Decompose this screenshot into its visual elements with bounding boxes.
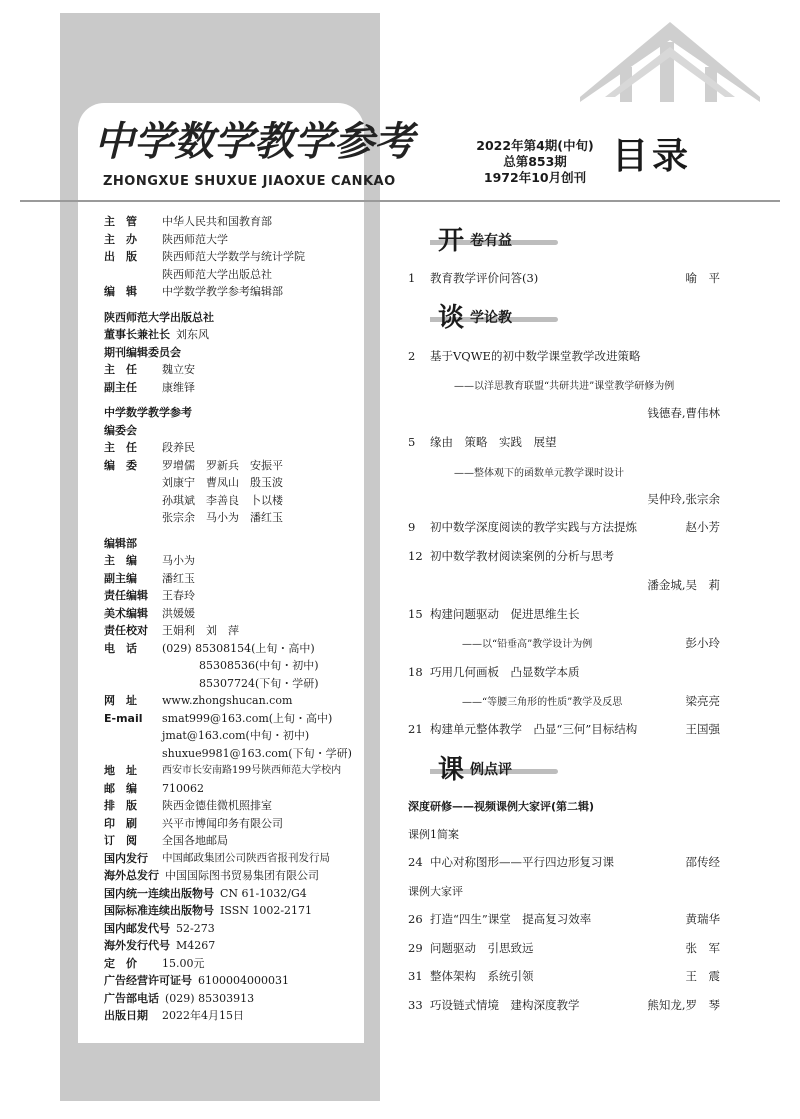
article-author: 熊知龙,罗 琴 (647, 998, 720, 1012)
masthead-value: ISSN 1002-2171 (220, 904, 313, 917)
page-number: 29 (408, 941, 423, 955)
masthead-value: 52-273 (176, 921, 215, 935)
toc-entry[interactable] (408, 721, 720, 737)
toc-entry[interactable] (408, 519, 720, 535)
masthead-row (104, 570, 374, 588)
masthead-label: 地 址 (104, 764, 137, 777)
masthead-label: 美术编辑 (104, 606, 148, 620)
masthead-label: 编 委 (104, 458, 137, 472)
article-title: 初中数学教材阅读案例的分析与思考 (430, 549, 614, 563)
board-member-line: 张宗余 马小为 潘红玉 (162, 511, 283, 524)
article-title: 缘由 策略 实践 展望 (430, 435, 557, 449)
masthead-value: 陕西师范大学数学与统计学院 (162, 250, 305, 263)
section-header-kaijuan (410, 228, 560, 256)
phone-number: 85307724(下旬・学研) (199, 676, 319, 690)
article-title: 初中数学深度阅读的教学实践与方法提炼 (430, 520, 637, 534)
founded-date: 1972年10月创刊 (483, 170, 587, 185)
email-link[interactable]: shuxue9981@163.com(下旬・学研) (162, 746, 352, 760)
masthead-row (104, 762, 374, 780)
masthead-row (104, 902, 374, 920)
case-label: 课例1简案 (408, 828, 459, 841)
article-author: 梁亮亮 (685, 694, 720, 708)
article-author: 钱德春,曹伟林 (647, 406, 720, 420)
masthead-label: 网 址 (104, 694, 137, 707)
masthead-label: 编 辑 (104, 285, 137, 298)
toc-entry[interactable] (408, 911, 720, 927)
toc-entry[interactable] (408, 968, 720, 984)
masthead-label: 广告部电话 (104, 991, 159, 1005)
total-issue: 总第853期 (503, 154, 567, 169)
masthead-label: 副主编 (104, 571, 137, 585)
section-small-text: 例点评 (470, 762, 512, 778)
masthead-row (104, 213, 374, 231)
masthead-label: 印 刷 (104, 816, 137, 830)
article-author: 赵小芳 (685, 520, 720, 534)
email-link[interactable]: jmat@163.com(中旬・初中) (162, 729, 310, 742)
masthead-row (104, 797, 374, 815)
masthead-label: 定 价 (104, 956, 137, 970)
masthead-row (104, 692, 374, 710)
masthead-label: E-mail (104, 711, 143, 725)
masthead-row (104, 231, 374, 249)
masthead-row (104, 1007, 374, 1025)
office-heading: 编辑部 (104, 536, 137, 550)
article-author: 彭小玲 (685, 636, 720, 650)
masthead-row (104, 780, 374, 798)
article-title: 巧设链式情境 建构深度教学 (430, 998, 580, 1012)
article-title: 构建问题驱动 促进思维生长 (430, 607, 580, 621)
masthead-label: 副主任 (104, 380, 137, 394)
board-member-line: 罗增儒 罗新兵 安振平 (162, 458, 283, 472)
article-author: 喻 平 (685, 271, 720, 285)
section-header-tanxue (410, 305, 560, 333)
article-subtitle: ——以洋思教育联盟“共研共进”课堂教学研修为例 (454, 381, 675, 392)
board-member-line: 刘康宁 曹凤山 殷玉波 (162, 476, 283, 489)
masthead-value: 魏立安 (162, 363, 195, 376)
toc-entry[interactable] (408, 348, 720, 364)
section-big-char: 谈 (438, 303, 465, 333)
masthead-value: 陕西金德佳微机照排室 (162, 799, 272, 812)
masthead-row (104, 885, 374, 903)
masthead-value: 2022年4月15日 (162, 1009, 244, 1022)
journal-logo-english: ZHONGXUE SHUXUE JIAOXUE CANKAO (103, 174, 396, 189)
masthead-label: 海外发行代号 (104, 939, 170, 952)
section-small-text: 卷有益 (470, 233, 512, 249)
masthead-row (104, 379, 374, 397)
page-number: 31 (408, 969, 423, 983)
masthead-row (104, 990, 374, 1008)
masthead-row (104, 867, 374, 885)
masthead-label: 国内统一连续出版物号 (104, 886, 214, 900)
article-title: 教育教学评价问答(3) (430, 271, 539, 285)
masthead-row (104, 850, 374, 868)
publisher-heading: 陕西师范大学出版总社 (104, 310, 214, 324)
article-title: 中心对称图形——平行四边形复习课 (430, 855, 614, 869)
masthead-label: 国内发行 (104, 851, 148, 865)
masthead-value: M4267 (176, 939, 216, 952)
masthead-row (104, 955, 374, 973)
masthead-row (104, 710, 374, 728)
page-number: 9 (408, 520, 416, 534)
masthead-row (104, 972, 374, 990)
page-number: 24 (408, 855, 423, 869)
masthead-value: 中国邮政集团公司陕西省报刊发行局 (162, 851, 330, 864)
masthead-row (104, 439, 374, 457)
board-member-line: 孙琪斌 李善良 卜以楼 (162, 493, 283, 507)
masthead-label: 国际标准连续出版物号 (104, 904, 214, 917)
board-subheading: 编委会 (104, 423, 137, 437)
section-big-char: 开 (438, 226, 465, 256)
masthead-row (104, 622, 374, 640)
masthead-label: 责任编辑 (104, 589, 148, 602)
article-title: 打造“四生”课堂 提高复习效率 (430, 912, 592, 926)
masthead-value: 兴平市博闻印务有限公司 (162, 816, 283, 830)
toc-entry[interactable] (408, 854, 720, 870)
issue-info (465, 138, 605, 186)
article-title: 巧用几何画板 凸显数学本质 (430, 665, 580, 679)
page-number: 1 (408, 271, 416, 285)
toc-entry[interactable] (408, 434, 720, 450)
masthead-label: 董事长兼社长 (104, 328, 170, 341)
masthead-row (104, 552, 374, 570)
masthead-label: 邮 编 (104, 781, 137, 795)
masthead-value: 陕西师范大学出版总社 (162, 267, 272, 281)
masthead-value: 刘东风 (176, 328, 209, 341)
masthead-value: CN 61-1032/G4 (220, 886, 307, 900)
masthead-value: 15.00元 (162, 956, 205, 970)
page-number: 33 (408, 998, 423, 1012)
page-number: 5 (408, 435, 416, 449)
masthead-label: 电 话 (104, 641, 137, 655)
masthead-row (104, 587, 374, 605)
article-subtitle: ——整体观下的函数单元教学课时设计 (454, 468, 624, 479)
phone-number: 85308536(中旬・初中) (199, 659, 319, 672)
article-title: 问题驱动 引思致远 (430, 941, 534, 955)
masthead-value: 710062 (162, 781, 204, 795)
article-author: 黄瑞华 (685, 912, 720, 926)
article-author: 吴仲玲,张宗余 (647, 492, 720, 506)
masthead-row (104, 832, 374, 850)
masthead-value: 马小为 (162, 554, 195, 567)
masthead (104, 213, 374, 1025)
article-title: 构建单元整体教学 凸显“三何”目标结构 (430, 722, 638, 736)
masthead-value: 全国各地邮局 (162, 834, 228, 847)
section-header-keli (410, 757, 560, 785)
email-link[interactable]: smat999@163.com(上旬・高中) (162, 711, 333, 725)
page-number: 12 (408, 549, 423, 563)
masthead-value: 6100004000031 (198, 974, 289, 987)
masthead-label: 出 版 (104, 250, 137, 263)
article-subtitle: ——“等腰三角形的性质”教学及反思 (462, 697, 623, 708)
toc-entry[interactable] (408, 664, 720, 680)
phone-number: (029) 85308154(上旬・高中) (162, 641, 315, 655)
masthead-row (104, 248, 374, 266)
toc-entry[interactable] (408, 548, 720, 564)
masthead-label: 责任校对 (104, 624, 148, 637)
masthead-value: 康维铎 (162, 380, 195, 394)
masthead-value: 王娟利 刘 萍 (162, 624, 239, 637)
page-number: 26 (408, 912, 423, 926)
toc-entry[interactable] (408, 940, 720, 956)
article-title: 基于VQWE的初中数学课堂教学改进策略 (430, 349, 641, 363)
masthead-row (104, 326, 374, 344)
masthead-row (104, 920, 374, 938)
page-number: 21 (408, 722, 423, 736)
masthead-label: 主 办 (104, 232, 137, 246)
page-number: 18 (408, 665, 423, 679)
masthead-value: 中学数学教学参考编辑部 (162, 285, 283, 298)
masthead-value: 中华人民共和国教育部 (162, 215, 272, 228)
website-link[interactable]: www.zhongshucan.com (162, 694, 293, 707)
article-title: 整体架构 系统引领 (430, 969, 534, 983)
masthead-label: 出版日期 (104, 1009, 148, 1022)
toc-title: 目录 (612, 136, 693, 177)
header-divider (20, 200, 780, 202)
issue-number: 2022年第4期(中旬) (476, 138, 594, 153)
page-number: 15 (408, 607, 423, 621)
article-author: 张 军 (685, 941, 720, 955)
board-heading: 中学数学教学参考 (104, 406, 192, 419)
masthead-row (104, 937, 374, 955)
masthead-label: 国内邮发代号 (104, 921, 170, 935)
masthead-row (104, 605, 374, 623)
masthead-value: 潘红玉 (162, 571, 195, 585)
masthead-value: 中国国际图书贸易集团有限公司 (165, 869, 319, 882)
article-author: 王 震 (685, 969, 720, 983)
masthead-row (104, 266, 374, 284)
masthead-row (104, 283, 374, 301)
toc-entry[interactable] (408, 606, 720, 622)
masthead-row (104, 457, 374, 475)
masthead-label: 主 编 (104, 554, 137, 567)
article-author: 王国强 (685, 722, 720, 736)
masthead-value: 王春玲 (162, 589, 195, 602)
masthead-row (104, 815, 374, 833)
masthead-row (104, 640, 374, 658)
toc-entry[interactable] (408, 270, 720, 286)
masthead-label: 主 管 (104, 215, 137, 228)
review-series-heading: 深度研修——视频课例大家评(第二辑) (408, 800, 595, 813)
article-subtitle: ——以“铅垂高”教学设计为例 (462, 639, 593, 650)
journal-logo-chinese: 中学数学教学参考 (94, 118, 414, 165)
section-small-text: 学论教 (470, 310, 512, 326)
committee-heading: 期刊编辑委员会 (104, 345, 181, 359)
page-number: 2 (408, 349, 416, 363)
section-big-char: 课 (438, 755, 465, 785)
masthead-label: 主 任 (104, 363, 137, 376)
masthead-label: 订 阅 (104, 834, 137, 847)
masthead-value: 陕西师范大学 (162, 232, 228, 246)
case-review-label: 课例大家评 (408, 885, 463, 898)
article-author: 潘金城,吴 莉 (647, 578, 720, 592)
masthead-label: 广告经营许可证号 (104, 974, 192, 987)
masthead-row (104, 361, 374, 379)
article-author: 邵传经 (685, 855, 720, 869)
masthead-label: 排 版 (104, 799, 137, 812)
masthead-value: 西安市长安南路199号陕西师范大学校内 (162, 765, 342, 776)
masthead-label (104, 266, 162, 284)
masthead-label: 海外总发行 (104, 869, 159, 882)
masthead-value: (029) 85303913 (165, 991, 255, 1005)
masthead-value: 洪媛媛 (162, 606, 195, 620)
masthead-value: 段养民 (162, 441, 195, 454)
masthead-label: 主 任 (104, 441, 137, 454)
